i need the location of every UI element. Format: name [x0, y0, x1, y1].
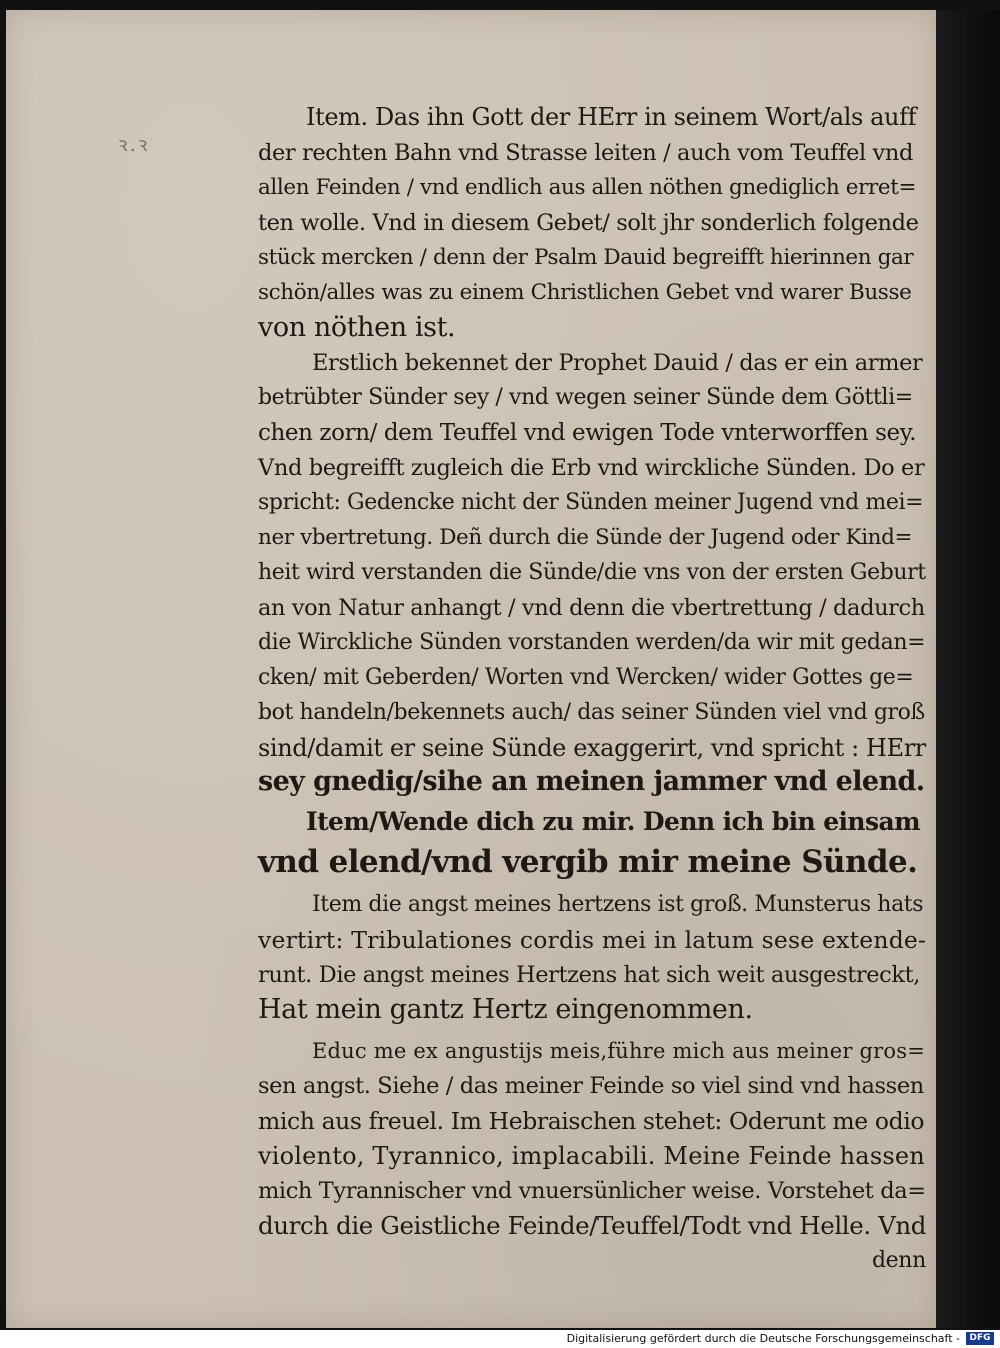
text-line: vertirt: Tribulationes cordis mei in latum sese extende- [258, 926, 927, 954]
footer-bar [0, 1330, 1000, 1348]
page-edge [936, 10, 1000, 1328]
text-line: bot handeln/bekennets auch/ das seiner Sünden viel vnd groß [258, 700, 925, 725]
margin-mark: ꝛ.ꝛ [118, 132, 150, 156]
text-line: der rechten Bahn vnd Strasse leiten / auch vom Teuffel vnd [258, 140, 913, 166]
text-line: Erstlich bekennet der Prophet Dauid / das er ein armer [312, 350, 923, 376]
document-page [6, 10, 936, 1328]
dfg-logo-icon: DFG [966, 1332, 994, 1345]
text-line: ten wolle. Vnd in diesem Gebet/ solt jhr sonderlich folgende [258, 210, 919, 236]
funding-notice: Digitalisierung gefördert durch die Deutsche Forschungsgemeinschaft - [566, 1332, 960, 1345]
scripture-line: vnd elend/vnd vergib mir meine Sünde. [258, 844, 918, 880]
text-line: stück mercken / denn der Psalm Dauid begreifft hierinnen gar [258, 245, 914, 270]
text-line: chen zorn/ dem Teuffel vnd ewigen Tode vnterworffen sey. [258, 420, 917, 446]
text-line: cken/ mit Geberden/ Worten vnd Wercken/ wider Gottes ge= [258, 665, 914, 690]
scripture-line: Item/Wende dich zu mir. Denn ich bin einsam [306, 807, 920, 836]
text-line: schön/alles was zu einem Christlichen Gebet vnd warer Busse [258, 280, 912, 305]
text-line: die Wirckliche Sünden vorstanden werden/da wir mit gedan= [258, 630, 926, 655]
text-line: mich Tyrannischer vnd vnuersünlicher weise. Vorstehet da= [258, 1178, 926, 1204]
text-line: Item die angst meines hertzens ist groß. Munsterus hats [312, 892, 924, 917]
text-line: ner vbertretung. Deñ durch die Sünde der Jugend oder Kind= [258, 525, 913, 550]
text-line: violento, Tyrannico, implacabili. Meine Feinde hassen [258, 1142, 925, 1170]
text-line: allen Feinden / vnd endlich aus allen nöthen gnediglich erret= [258, 175, 917, 200]
text-line: sen angst. Siehe / das meiner Feinde so viel sind vnd hassen [258, 1073, 924, 1099]
text-line: Hat mein gantz Hertz eingenommen. [258, 994, 753, 1025]
text-line: sind/damit er seine Sünde exaggerirt, vnd spricht : HErr [258, 734, 926, 762]
scripture-line: sey gnedig/sihe an meinen jammer vnd elend. [258, 766, 925, 797]
text-line: durch die Geistliche Feinde/Teuffel/Todt vnd Helle. Vnd [258, 1211, 927, 1240]
text-line: runt. Die angst meines Hertzens hat sich weit ausgestreckt, [258, 962, 920, 988]
text-line: mich aus freuel. Im Hebraischen stehet: Oderunt me odio [258, 1107, 925, 1135]
text-line: Educ me ex angustijs meis,führe mich aus meiner gros= [312, 1039, 925, 1063]
text-line: heit wird verstanden die Sünde/die vns von der ersten Geburt [258, 560, 926, 585]
text-line: von nöthen ist. [258, 312, 456, 343]
text-line: betrübter Sünder sey / vnd wegen seiner Sünde dem Göttli= [258, 385, 913, 410]
text-line: an von Natur anhangt / vnd denn die vbertrettung / dadurch [258, 595, 925, 621]
text-line: Item. Das ihn Gott der HErr in seinem Wort/als auff [306, 103, 917, 131]
text-line: Vnd begreifft zugleich die Erb vnd wirckliche Sünden. Do er [258, 455, 925, 481]
text-line: spricht: Gedencke nicht der Sünden meiner Jugend vnd mei= [258, 490, 924, 515]
catchword: denn [872, 1248, 926, 1273]
